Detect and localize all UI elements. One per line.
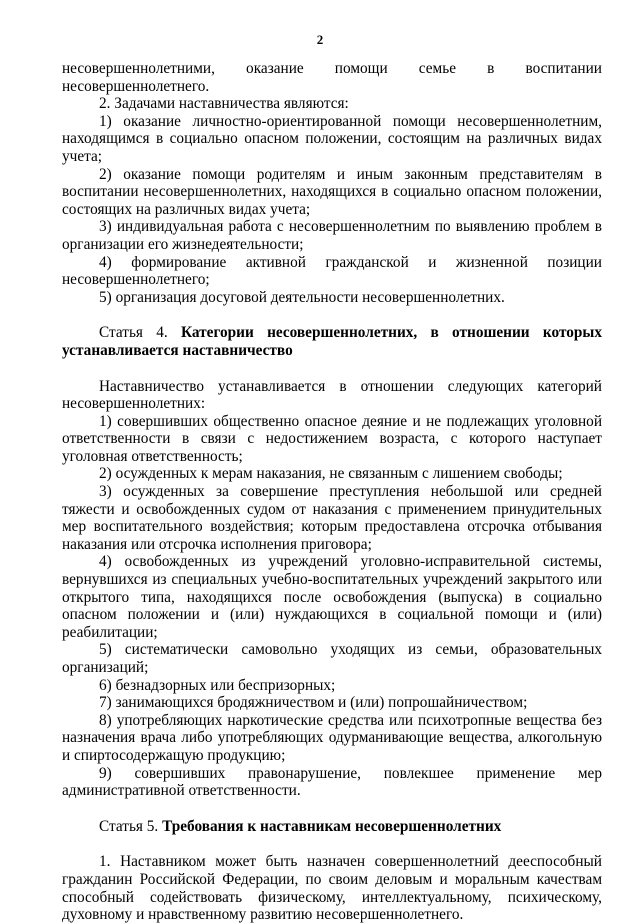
article5-title: Требования к наставникам несовершеннолетних (162, 817, 502, 835)
article4-item-1: 1) совершивших общественно опасное деяние и не подлежащих уголовной ответственности в связи с недостижением возраста, с которого наступает уголовная ответственность; (62, 412, 602, 465)
section2-item-4: 4) формирование активной гражданской и жизненной позиции несовершеннолетнего; (62, 253, 602, 289)
article4-item-7: 7) занимающихся бродяжничеством и (или) попрошайничеством; (99, 694, 528, 712)
article4-item-2: 2) осужденных к мерам наказания, не связанным с лишением свободы; (99, 465, 563, 483)
article5-heading (62, 818, 602, 836)
section2-item-2: 2) оказание помощи родителям и иным законным представителям в воспитании несовершеннолетних, находящихся в социально опасном положении, состоящих на различных видах учета; (62, 165, 602, 218)
article5-item-1: 1. Наставником может быть назначен совершеннолетний дееспособный гражданин Российской Федерации, по своим деловым и моральным качествам способный содействовать физическому, интеллектуальному, психическому, духовному и нравственному развитию несовершеннолетнего. (62, 853, 602, 924)
article4-title: Категории несовершеннолетних, в отношении которых устанавливается наставничество (62, 324, 602, 359)
section2-intro: 2. Задачами наставничества являются: (99, 95, 349, 113)
article5-prefix: Статья 5. (99, 817, 159, 835)
section2-item-5: 5) организация досуговой деятельности несовершеннолетних. (99, 288, 505, 306)
article4-item-4: 4) освобожденных из учреждений уголовно-исправительной системы, вернувшихся из специальных учебно-воспитательных учреждений закрытого или открытого типа, находящихся после освобождения (выпуска) в социально опасном положении и (или) нуждающихся в социальной помощи и (или) реабилитации; (62, 553, 602, 641)
article4-intro: Наставничество устанавливается в отношении следующих категорий несовершеннолетних: (62, 377, 602, 413)
article4-item-8: 8) употребляющих наркотические средства или психотропные вещества без назначения врача либо употребляющих одурманивающие вещества, алкогольную и спиртосодержащую продукцию; (62, 711, 602, 764)
article4-item-6: 6) безнадзорных или беспризорных; (99, 676, 336, 694)
article4-item-3: 3) осужденных за совершение преступления небольшой или средней тяжести и освобожденных судом от наказания с применением принудительных мер воспитательного воздействия; которым предоставлена отсрочка отбывания наказания или отсрочка исполнения приговора; (62, 483, 602, 553)
continuation-paragraph: несовершеннолетними, оказание помощи семье в воспитании несовершеннолетнего. (62, 60, 602, 95)
section2-item-3: 3) индивидуальная работа с несовершеннолетним по выявлению проблем в организации его жизнедеятельности; (62, 218, 602, 253)
article4-item-9: 9) совершивших правонарушение, повлекшее применение мер административной ответственности. (62, 764, 602, 800)
section2-item-1: 1) оказание личностно-ориентированной помощи несовершеннолетним, находящимся в социально опасном положении, состоящим на различных видах учета; (62, 112, 602, 165)
document-body (62, 60, 602, 924)
article4-prefix: Статья 4. (99, 324, 168, 342)
article4-heading (62, 324, 602, 359)
page-number: 2 (316, 32, 324, 47)
article4-item-5: 5) систематически самовольно уходящих из семьи, образовательных организаций; (62, 641, 602, 676)
